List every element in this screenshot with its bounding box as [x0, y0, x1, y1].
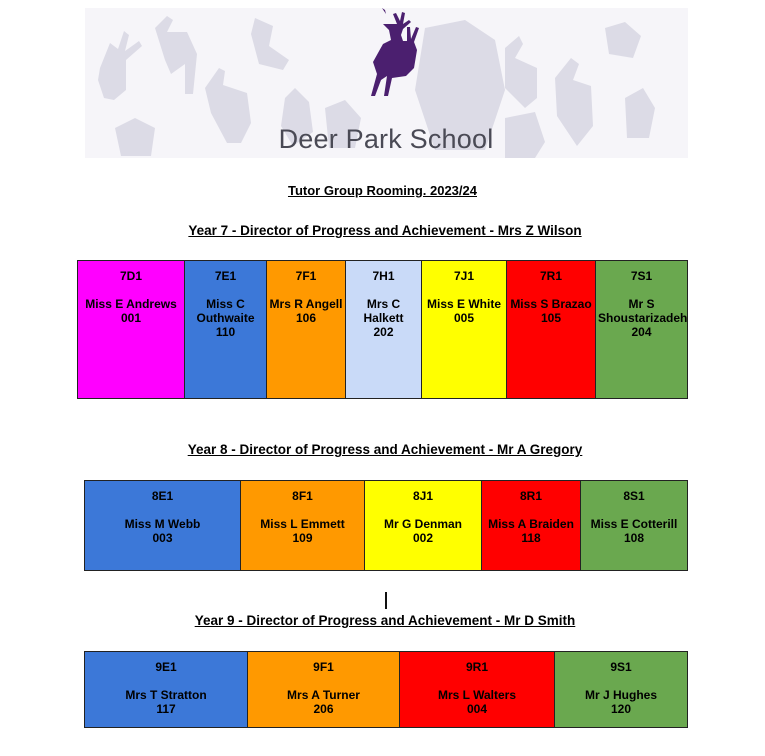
tutor-group-cell [555, 652, 688, 728]
group-code: 8R1 [519, 489, 542, 503]
school-name: Deer Park School [278, 124, 494, 154]
group-code: 7E1 [214, 269, 237, 283]
tutor-group-cell [507, 261, 596, 399]
year-9-table [84, 651, 688, 728]
group-code: 9R1 [465, 660, 488, 674]
tutor-name: Miss C Outhwaite [196, 297, 255, 325]
room-number: 002 [412, 531, 434, 545]
tutor-group-cell [596, 261, 688, 399]
tutor-group-cell [248, 652, 400, 728]
tutor-group-cell [482, 481, 581, 571]
school-banner [85, 8, 688, 158]
year-9-row [85, 652, 688, 728]
tutor-group-cell [400, 652, 555, 728]
room-number: 117 [156, 702, 176, 716]
group-code: 8E1 [151, 489, 174, 503]
tutor-group-cell [78, 261, 185, 399]
tutor-name: Mrs R Angell [269, 297, 343, 311]
year-8-row [85, 481, 688, 571]
deer-pattern-background [85, 8, 688, 158]
room-number: 204 [631, 325, 652, 339]
room-number: 105 [540, 311, 562, 325]
tutor-name: Miss A Braiden [488, 517, 574, 531]
room-number: 118 [521, 531, 541, 545]
room-number: 202 [373, 325, 394, 339]
room-number: 003 [152, 531, 173, 545]
tutor-group-cell [185, 261, 267, 399]
group-code: 7D1 [119, 269, 142, 283]
tutor-group-cell [241, 481, 365, 571]
tutor-group-cell [267, 261, 346, 399]
deer-logo-icon [371, 8, 419, 96]
tutor-group-cell [581, 481, 688, 571]
group-code: 7F1 [295, 269, 317, 283]
tutor-name: Miss E White [426, 297, 501, 311]
tutor-group-cell [85, 481, 241, 571]
tutor-group-cell [365, 481, 482, 571]
group-code: 7H1 [372, 269, 395, 283]
tutor-group-cell [346, 261, 422, 399]
year-7-heading: Year 7 - Director of Progress and Achievement - Mrs Z Wilson [188, 223, 582, 238]
room-number: 110 [215, 325, 236, 339]
room-number: 206 [313, 702, 334, 716]
tutor-name: Mrs C Halkett [363, 297, 404, 325]
group-code: 9F1 [313, 660, 334, 674]
tutor-name: Miss M Webb [124, 517, 201, 531]
group-code: 8F1 [292, 489, 313, 503]
tutor-name: Miss L Emmett [260, 517, 345, 531]
tutor-name: Mr J Hughes [584, 688, 657, 702]
room-number: 120 [610, 702, 632, 716]
year-8-heading: Year 8 - Director of Progress and Achievement - Mr A Gregory [187, 442, 583, 457]
year-9-heading: Year 9 - Director of Progress and Achievement - Mr D Smith [194, 613, 576, 628]
group-code: 7R1 [539, 269, 562, 283]
group-code: 7S1 [630, 269, 653, 283]
page-title: Tutor Group Rooming. 2023/24 [287, 183, 477, 198]
tutor-name: Mrs T Stratton [125, 688, 207, 702]
room-number: 106 [295, 311, 317, 325]
tutor-name: Miss E Andrews [85, 297, 177, 311]
tutor-name: Miss S Brazao [510, 297, 592, 311]
room-number: 109 [292, 531, 313, 545]
room-number: 004 [466, 702, 488, 716]
group-code: 8J1 [412, 489, 434, 503]
tutor-name: Mrs A Turner [287, 688, 360, 702]
tutor-group-cell [422, 261, 507, 399]
room-number: 108 [623, 531, 645, 545]
tutor-group-cell [85, 652, 248, 728]
text-cursor [385, 592, 387, 609]
tutor-name: Mr G Denman [383, 517, 462, 531]
room-number: 001 [120, 311, 142, 325]
group-code: 7J1 [453, 269, 475, 283]
year-7-table [77, 260, 688, 399]
tutor-name: Miss E Cotterill [590, 517, 678, 531]
year-7-row [78, 261, 688, 399]
group-code: 9S1 [610, 660, 632, 674]
group-code: 9E1 [155, 660, 177, 674]
tutor-name: Mrs L Walters [437, 688, 517, 702]
year-8-table [84, 480, 688, 571]
group-code: 8S1 [623, 489, 645, 503]
room-number: 005 [453, 311, 475, 325]
tutor-name: Mr S Shoustarizadeh [598, 297, 688, 325]
